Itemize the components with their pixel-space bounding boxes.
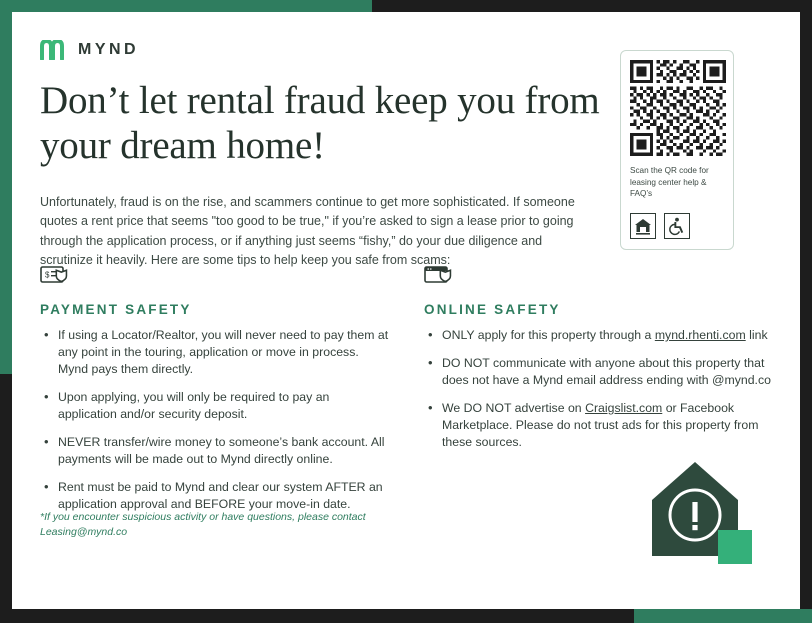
brand-logo [40, 40, 139, 60]
list-item-text-pre: We DO NOT advertise on [442, 401, 586, 415]
accent-bar-left [0, 12, 12, 374]
list-item-text-post: or Facebook Marketplace. Please do not trust ads for this property from these sources. [442, 401, 759, 449]
accessibility-wheelchair-icon [664, 213, 690, 239]
qr-caption: Scan the QR code for leasing center help & FAQ’s [630, 166, 709, 198]
list-item [424, 327, 786, 344]
column-title-online-safety: ONLINE SAFETY [424, 302, 561, 317]
mynd-logo-icon [40, 40, 70, 60]
list-item: • Rent must be paid to Mynd and clear our system AFTER an application approval and BEFORE your move-in date. [40, 479, 390, 513]
page-title: Don’t let rental fraud keep you from your dream home! [40, 79, 600, 167]
payment-receipt-shield-icon [40, 264, 390, 290]
list-item [424, 400, 786, 451]
compliance-badges [630, 213, 690, 239]
contact-note: *If you encounter suspicious activity or have questions, please contact Leasing@mynd.co [40, 511, 366, 538]
craigslist-link[interactable]: Craigslist.com [585, 401, 663, 415]
house-alert-icon [640, 452, 760, 572]
qr-panel [620, 50, 734, 250]
flyer-card [12, 12, 800, 609]
mynd-rhenti-link[interactable]: mynd.rhenti.com [654, 328, 746, 342]
online-browser-shield-icon [424, 264, 786, 290]
column-online-safety [424, 264, 786, 462]
list-item: • DO NOT communicate with anyone about this property that does not have a Mynd email address ending with @mynd.co [424, 355, 786, 389]
payment-safety-list [40, 327, 390, 513]
accent-bar-top [0, 0, 372, 12]
svg-text:$: $ [45, 270, 50, 280]
brand-name: MYND [78, 41, 140, 58]
qr-code[interactable] [630, 60, 724, 156]
list-item: • NEVER transfer/wire money to someone’s bank account. All payments will be made out to Mynd directly online. [40, 434, 390, 468]
column-title-payment-safety: PAYMENT SAFETY [40, 302, 192, 317]
list-item-text-post: link [745, 328, 768, 342]
list-item: • If using a Locator/Realtor, you will never need to pay them at any point in the touring, application or move in process. Mynd pays them directly. [40, 327, 390, 378]
list-item-text-pre: ONLY apply for this property through a [442, 328, 655, 342]
list-item: • Upon applying, you will only be required to pay an application and/or security deposit. [40, 389, 390, 423]
equal-housing-opportunity-icon [630, 213, 656, 239]
accent-bar-bottom [634, 609, 812, 623]
intro-paragraph: Unfortunately, fraud is on the rise, and scammers continue to get more sophisticated. If someone quotes a rent price that seems "too good to be true," if you’re asked to sign a lease prior to going through the application process, or if anything just seems “fishy,” do your due diligence and scrutinize it heavily. Here are some tips to help keep you safe from scams: [40, 194, 575, 267]
online-safety-list [424, 327, 786, 451]
column-payment-safety [40, 264, 390, 524]
